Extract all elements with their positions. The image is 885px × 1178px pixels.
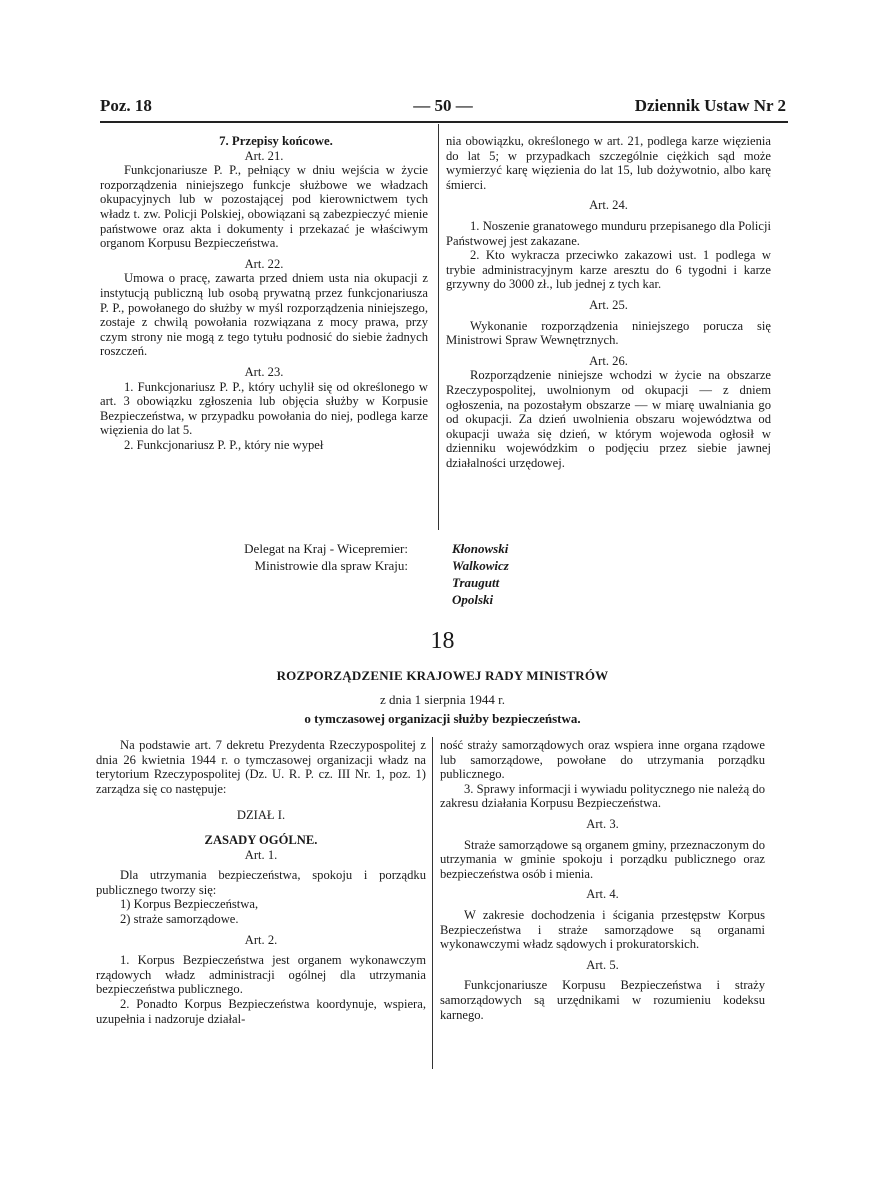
article-title: Art. 23. xyxy=(244,364,284,379)
article-text: Umowa o pracę, zawarta przed dniem usta nia okupacji z instytucją publiczną lub osobą prywatną przez funkcjonariusza P. P., powołanego do służby w myśl rozporządzenia niniejszego, zostaje z chwilą powołania rozwiązana z mocy prawa, przy czym strony nie mogą z tego tytułu podnosić do siebie żadnych roszczeń. xyxy=(100,271,428,359)
article-text: Dla utrzymania bezpieczeństwa, spokoju i porządku publicznego tworzy się: xyxy=(96,868,426,897)
article-title: Art. 24. xyxy=(589,198,628,213)
lower-left-column xyxy=(96,738,426,1026)
column-divider xyxy=(438,124,439,530)
signature-name: Traugutt xyxy=(452,575,500,590)
article-paragraph: 1. Funkcjonariusz P. P., który uchylił się od określonego w art. 3 obowiązku zgłoszenia lub objęcia służby w Korpusie Bezpieczeństwa, w przypadku powołania do niej, podlega karze więzienia do lat 5. xyxy=(100,379,428,438)
page-number: — 50 — xyxy=(413,96,473,115)
journal-title: Dziennik Ustaw Nr 2 xyxy=(634,96,786,115)
signature-name: Walkowicz xyxy=(452,558,509,573)
page-header xyxy=(100,96,786,120)
decree-intro: Na podstawie art. 7 dekretu Prezydenta Rzeczypospolitej z dnia 26 kwietnia 1944 r. o tymczasowej organizacji władz na terytorium Rzeczypospolitej (Dz. U. R. P. cz. III Nr. 1, poz. 1) zarządza się co następuje: xyxy=(96,738,426,796)
signature-name: Kłonowski xyxy=(452,541,509,556)
article-paragraph: 2. Ponadto Korpus Bezpieczeństwa koordynuje, wspiera, uzupełnia i nadzoruje działal- xyxy=(96,996,426,1026)
article-text: Funkcjonariusze P. P., pełniący w dniu wejścia w życie rozporządzenia niniejszego funkcje służbowe we władzach okupacyjnych lub w pozostającej pod kierownictwem tych władz t. zw. Policji Polskiej, obowiązani są zabezpieczyć mienie państwowe oraz akta i dokumenty i przekazać je właściwym organom Korpusu Bezpieczeństwa. xyxy=(100,163,428,251)
article-paragraph: 3. Sprawy informacji i wywiadu politycznego nie należą do zakresu działania Korpusu Bezpieczeństwa. xyxy=(440,781,765,811)
article-title: Art. 22. xyxy=(244,256,284,271)
signature-name: Opolski xyxy=(452,592,494,607)
signature-role: Delegat na Kraj - Wicepremier: xyxy=(244,541,408,556)
article-title: Art. 2. xyxy=(244,932,278,947)
article-title: Art. 4. xyxy=(586,887,619,902)
article-title: Art. 3. xyxy=(586,816,619,831)
article-title: Art. 21. xyxy=(244,148,284,163)
article-title: Art. 5. xyxy=(586,957,619,972)
article-title: Art. 25. xyxy=(589,297,628,312)
article-paragraph: 2. Kto wykracza przeciwko zakazowi ust. 1 podlega w trybie administracyjnym karze aresztu do 6 tygodni i karze grzywny do 3000 zł., lub jednej z tych kar. xyxy=(446,248,771,292)
decree-subject: o tymczasowej organizacji służby bezpieczeństwa. xyxy=(304,711,581,726)
decree-date: z dnia 1 sierpnia 1944 r. xyxy=(380,692,505,707)
article-title: Art. 26. xyxy=(589,353,628,368)
list-item: 2) straże samorządowe. xyxy=(120,911,239,926)
article-paragraph: 1. Korpus Bezpieczeństwa jest organem wykonawczym rządowych władz administracji ogólnej dla utrzymania bezpieczeństwa publicznego. xyxy=(96,953,426,997)
article-paragraph: 2. Funkcjonariusz P. P., który nie wypeł xyxy=(124,437,324,452)
signature-role: Ministrowie dla spraw Kraju: xyxy=(254,558,408,573)
upper-left-column xyxy=(100,134,428,452)
article-text: Straże samorządowe są organem gminy, przeznaczonym do utrzymania w gminie spokoju i porządku publicznego oraz bezpieczeństwa osób i mienia. xyxy=(440,837,765,881)
lower-right-column xyxy=(440,738,765,1022)
division-subheading: ZASADY OGÓLNE. xyxy=(204,832,318,847)
signatures xyxy=(150,540,650,608)
list-item: 1) Korpus Bezpieczeństwa, xyxy=(120,897,259,912)
article-text: ność straży samorządowych oraz wspiera inne organa rządowe lub samorządowe, powołane do utrzymania porządku publicznego. xyxy=(440,738,765,782)
article-title: Art. 1. xyxy=(244,847,278,862)
article-text: W zakresie dochodzenia i ścigania przestępstw Korpus Bezpieczeństwa i straże samorządowe są organami wykonawczymi władz sądowych i prokuratorskich. xyxy=(440,907,765,952)
article-text: nia obowiązku, określonego w art. 21, podlega karze więzienia do lat 5; w przypadkach szczególnie ciężkich sąd może wymierzyć karę więzienia do lat 15, lub dożywotnio, albo karę śmierci. xyxy=(446,134,771,192)
decree-title: ROZPORZĄDZENIE KRAJOWEJ RADY MINISTRÓW xyxy=(276,668,609,683)
section-heading: 7. Przepisy końcowe. xyxy=(219,134,333,148)
column-divider xyxy=(432,737,433,1069)
article-text: Wykonanie rozporządzenia niniejszego porucza się Ministrowi Spraw Wewnętrznych. xyxy=(446,318,771,348)
article-text: Funkcjonariusze Korpusu Bezpieczeństwa i straży samorządowych są urzędnikami w rozumieniu kodeksu karnego. xyxy=(440,978,765,1022)
position-number: Poz. 18 xyxy=(100,96,152,115)
upper-right-column xyxy=(446,134,771,470)
header-rule xyxy=(100,121,788,123)
article-text: Rozporządzenie niniejsze wchodzi w życie na obszarze Rzeczypospolitej, uwolnionym od okupacji — z dniem ogłoszenia, na pozostałym obszarze — w miarę uwalniania go od okupacji. Za dzień uwolnienia obszaru województwa od okupacji uważa się dzień, w którym wojewoda ogłosił w dzienniku wojewódzkim o podjęciu przez siebie jawnej działalności urzędowej. xyxy=(446,368,771,470)
division-heading: DZIAŁ I. xyxy=(236,808,286,823)
decree-number: 18 xyxy=(430,628,455,654)
article-paragraph: 1. Noszenie granatowego munduru przepisanego dla Policji Państwowej jest zakazane. xyxy=(446,218,771,248)
